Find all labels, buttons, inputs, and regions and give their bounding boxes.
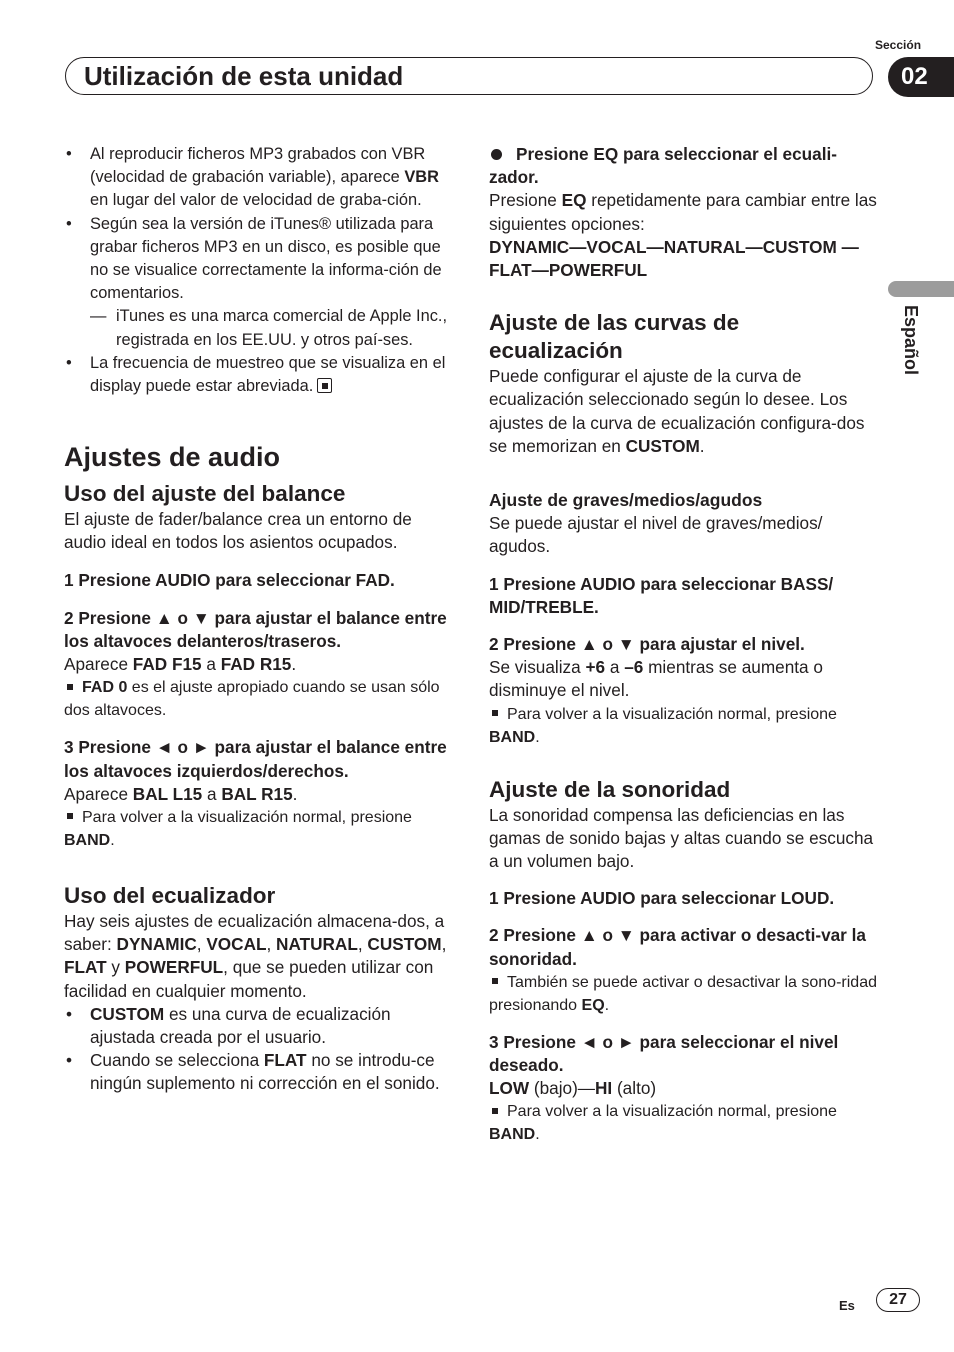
notes-list xyxy=(64,352,454,398)
step-2-note: También se puede activar o desactivar la sono-ridad presionando EQ. xyxy=(489,973,877,1014)
square-bullet-icon xyxy=(492,710,498,716)
page-number: 27 xyxy=(876,1288,920,1312)
page-title: Utilización de esta unidad xyxy=(84,61,404,91)
equalizer-notes xyxy=(64,1003,454,1096)
step-1: 1 Presione AUDIO para seleccionar FAD. xyxy=(64,569,395,590)
step-1: 1 Presione AUDIO para seleccionar LOUD. xyxy=(489,888,835,909)
eq-text: Presione EQ repetidamente para cambiar entre las siguientes opciones: xyxy=(489,190,877,234)
list-item: • CUSTOM es una curva de ecualización ajustada creada por el usuario. xyxy=(64,1003,454,1049)
step-3-note: Para volver a la visualización normal, presione BAND. xyxy=(64,809,412,850)
list-item: • Al reproducir ficheros MP3 grabados con VBR (velocidad de grabación variable), aparece VBR en lugar del valor de velocidad de graba-ción. xyxy=(64,143,454,213)
dash-note: — iTunes es una marca comercial de Apple Inc., registrada en los EE.UU. y otros paí-ses. xyxy=(90,307,448,349)
eq-sequence: DYNAMIC—VOCAL—NATURAL—CUSTOM —FLAT—POWERFUL xyxy=(489,236,859,281)
square-bullet-icon xyxy=(492,1108,498,1114)
dash-marker: — xyxy=(90,307,107,326)
step-2-result: Se visualiza +6 a –6 mientras se aumenta o disminuye el nivel. xyxy=(489,657,823,701)
balance-intro: El ajuste de fader/balance crea un entorno de audio ideal en todos los asientos ocupados. xyxy=(64,509,412,553)
notes-list xyxy=(64,143,454,305)
section-label: Sección xyxy=(875,38,922,52)
step-2-note: Para volver a la visualización normal, presione BAND. xyxy=(489,705,837,746)
subheading-bass: Ajuste de graves/medios/agudos xyxy=(489,490,763,511)
square-bullet-icon xyxy=(67,684,73,690)
step-1: 1 Presione AUDIO para seleccionar BASS/ MID/TREBLE. xyxy=(489,573,834,617)
right-column xyxy=(489,143,879,1146)
footer-language: Es xyxy=(839,1298,855,1313)
section-number-badge: 02 xyxy=(888,57,954,97)
square-bullet-icon xyxy=(67,813,73,819)
subheading-equalizer: Uso del ecualizador xyxy=(64,883,276,909)
left-column xyxy=(64,143,454,1096)
step-3-result: LOW (bajo)—HI (alto) xyxy=(489,1078,657,1099)
list-item: • La frecuencia de muestreo que se visualiza en el display puede estar abreviada. xyxy=(64,352,454,398)
step-3: 3 Presione ◄ o ► para seleccionar el nivel deseado. xyxy=(489,1031,839,1076)
round-bullet-icon xyxy=(491,149,502,160)
curves-intro: Puede configurar el ajuste de la curva de ecualización seleccionado según lo desee. Los ajustes de la curva de ecualización configura-dos se memorizan en CUSTOM. xyxy=(489,366,865,456)
step-2: 2 Presione ▲ o ▼ para ajustar el balance entre los altavoces delanteros/traseros. xyxy=(64,607,447,652)
end-mark-icon xyxy=(317,378,332,393)
step-3-result: Aparece BAL L15 a BAL R15. xyxy=(64,783,298,804)
section-heading: Ajustes de audio xyxy=(64,442,281,473)
eq-step: Presione EQ para seleccionar el ecuali-zador. xyxy=(489,144,837,188)
step-3: 3 Presione ◄ o ► para ajustar el balance entre los altavoces izquierdos/derechos. xyxy=(64,737,447,781)
square-bullet-icon xyxy=(492,978,498,984)
step-3-note: Para volver a la visualización normal, presione BAND. xyxy=(489,1103,837,1144)
list-item: • Según sea la versión de iTunes® utilizada para grabar ficheros MP3 en un disco, es posible que no se visualice correctamente la informa-ción de comentarios. xyxy=(64,213,454,306)
equalizer-intro: Hay seis ajustes de ecualización almacena-dos, a saber: DYNAMIC, VOCAL, NATURAL, CUSTOM, FLAT y POWERFUL, que se pueden utilizar con facilidad en cualquier momento. xyxy=(64,911,447,1001)
bass-intro: Se puede ajustar el nivel de graves/medios/ agudos. xyxy=(489,513,823,557)
language-side-label: Español xyxy=(901,305,921,376)
step-2: 2 Presione ▲ o ▼ para ajustar el nivel. xyxy=(489,634,805,655)
language-tab-marker xyxy=(888,281,954,297)
step-2-note: FAD 0 es el ajuste apropiado cuando se usan sólo dos altavoces. xyxy=(64,679,440,720)
subheading-loudness: Ajuste de la sonoridad xyxy=(489,776,731,802)
step-2: 2 Presione ▲ o ▼ para activar o desacti-var la sonoridad. xyxy=(489,925,866,969)
loudness-intro: La sonoridad compensa las deficiencias en las gamas de sonido bajas y altas cuando se escucha a un volumen bajo. xyxy=(489,804,874,872)
step-2-result: Aparece FAD F15 a FAD R15. xyxy=(64,654,297,675)
list-item: • Cuando se selecciona FLAT no se introdu-ce ningún suplemento ni corrección en el sonido. xyxy=(64,1049,454,1095)
subheading-curves: Ajuste de las curvas de ecualización xyxy=(489,310,740,364)
subheading-balance: Uso del ajuste del balance xyxy=(64,481,346,507)
